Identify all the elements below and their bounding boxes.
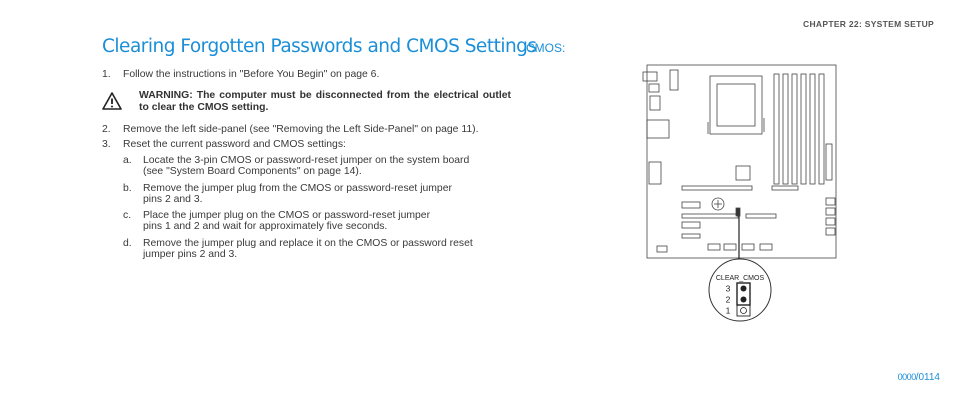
system-board-diagram [640, 62, 840, 324]
dimm-slot [774, 74, 779, 184]
header [682, 222, 700, 228]
sata-port [826, 198, 835, 205]
atx-power [826, 144, 832, 180]
header [682, 202, 700, 208]
cmos-jumper-on-board [736, 208, 740, 216]
dimm-slot [801, 74, 806, 184]
pcie-slot [682, 214, 738, 218]
step-number: 3. [102, 139, 111, 150]
page-number: 0000/0114 [897, 372, 940, 383]
substep-line: pins 1 and 2 and wait for approximately five seconds. [143, 221, 388, 232]
pin-number-2: 2 [725, 294, 731, 305]
sata-port [826, 228, 835, 235]
dimm-slot [792, 74, 797, 184]
chipset [736, 166, 750, 180]
io-port [647, 120, 669, 138]
sata-port [826, 208, 835, 215]
header [708, 244, 720, 250]
substep-line: jumper pins 2 and 3. [143, 249, 238, 260]
substep-line: Locate the 3-pin CMOS or password-reset jumper on the system board [143, 155, 470, 166]
page-deco: 0000 [897, 372, 916, 382]
io-port [649, 84, 659, 92]
step-text: Remove the left side-panel (see "Removing the Left Side-Panel" on page 11). [123, 124, 479, 135]
pcie-slot [682, 186, 752, 190]
header [760, 244, 772, 250]
board-outline [647, 65, 836, 258]
io-port [649, 162, 661, 184]
jumper-pin-3 [741, 286, 747, 292]
warning-text: WARNING: The computer must be disconnected from the electrical outlet to clear the CMOS setting. [139, 90, 511, 113]
sata-port [826, 218, 835, 225]
io-port [643, 72, 657, 81]
substep-line: Remove the jumper plug and replace it on the CMOS or password reset [143, 238, 473, 249]
cpu-socket-inner [717, 84, 755, 126]
substep-line: (see "System Board Components" on page 14). [143, 166, 362, 177]
header [724, 244, 736, 250]
pin-number-3: 3 [725, 283, 731, 294]
power-connector [670, 70, 678, 90]
substep-line: pins 2 and 3. [143, 194, 203, 205]
step-number: 1. [102, 69, 111, 80]
substep-letter: a. [123, 155, 132, 166]
step-text: Reset the current password and CMOS settings: [123, 139, 346, 150]
chapter-header: CHAPTER 22: SYSTEM SETUP [803, 19, 934, 29]
substep-letter: c. [123, 210, 132, 221]
step-number: 2. [102, 124, 111, 135]
pcie-slot [746, 214, 776, 218]
io-port [650, 96, 660, 110]
pin-number-1: 1 [725, 305, 731, 316]
pcie-slot [772, 186, 798, 190]
jumper-label: CLEAR_CMOS [715, 275, 765, 282]
diagram-label: CMOS: [526, 41, 566, 55]
substep-line: Place the jumper plug on the CMOS or password-reset jumper [143, 210, 431, 221]
header [742, 244, 754, 250]
dimm-slot [819, 74, 824, 184]
substep-letter: b. [123, 183, 132, 194]
dimm-slot [810, 74, 815, 184]
substep-letter: d. [123, 238, 132, 249]
substep-text [143, 238, 513, 260]
step-text: Follow the instructions in "Before You Begin" on page 6. [123, 69, 380, 80]
page-number-value: 0114 [918, 372, 940, 383]
jumper-pin-1 [741, 308, 747, 314]
header [657, 246, 667, 252]
substep-text [143, 210, 513, 232]
substep-text [143, 155, 513, 177]
pcie-slot [682, 234, 700, 238]
warning-triangle-icon [102, 92, 122, 115]
dimm-slot [783, 74, 788, 184]
warning-block [102, 90, 512, 116]
jumper-pin-2 [741, 297, 747, 303]
cpu-socket [710, 76, 762, 134]
substep-line: Remove the jumper plug from the CMOS or password-reset jumper [143, 183, 452, 194]
page-title: Clearing Forgotten Passwords and CMOS Settings [102, 36, 537, 57]
substep-text [143, 183, 513, 205]
